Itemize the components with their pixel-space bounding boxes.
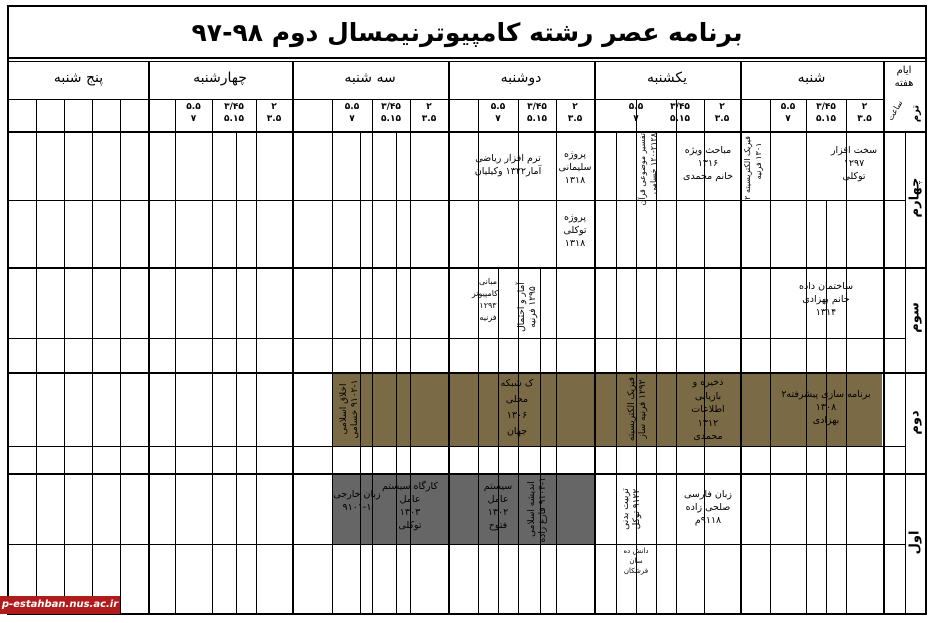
col-line (148, 61, 150, 615)
row-line (9, 473, 925, 475)
slot-header: ۲ ۳.۵ (266, 102, 282, 124)
slot-line (236, 131, 237, 615)
slot-line (656, 131, 657, 615)
course-cell: آمار و احتمال ۱۲۹۵ فرنیه (517, 282, 538, 332)
slot-line (410, 99, 411, 615)
course-cell: سیستم عامل ۱۳۰۲ فتوح (483, 481, 513, 531)
slot-line (92, 99, 93, 615)
days-label: ایام هفته (894, 65, 914, 89)
hours-label: ساعت (885, 98, 905, 123)
course-cell: برنامه سازی پیشرفته۲ ۱۳۰۸ بهزادی (781, 389, 871, 426)
course-cell: سخت افزار ۱۲۹۷ توکلی (830, 145, 878, 182)
course-cell: فیزیک الکتریسیته ۲ ۱۳۰۱ فرنیه (743, 136, 763, 200)
col-line (292, 61, 294, 615)
course-cell: ذخیره و بازیابی اطلاعات ۱۳۱۲ محمدی (691, 377, 725, 442)
course-cell: دانش ده سان فرشکان (623, 547, 649, 575)
course-cell: زبان خارجی ۹۱۰۱-۱ (333, 489, 381, 513)
slot-line (175, 99, 176, 615)
slot-line (212, 99, 213, 615)
term-label-3: سوم (907, 302, 923, 333)
col-line (883, 61, 885, 615)
row-line (9, 61, 925, 62)
slot-line (360, 131, 361, 615)
course-cell: تفسیر موضوعی قرآن ۱۲۰-۲۱۲۸ خسامی (638, 133, 658, 206)
term-column-header: ترم (910, 104, 922, 123)
course-cell: ترم افزار ریاضی آمار۱۳۲۲ وکیلیان (474, 153, 542, 177)
day-header-monday: دوشنبه (500, 70, 542, 86)
slot-header: ۵.۵ ۷ (490, 102, 506, 124)
col-line (905, 131, 906, 615)
course-cell: پروژه توکلی ۱۳۱۸ (563, 212, 587, 249)
day-header-thursday: پنج شنبه (53, 70, 104, 86)
row-line (9, 99, 883, 100)
course-cell: اندیشه اسلامی ۹۱۰۴-۱ فارغ زاده (527, 477, 548, 543)
course-cell: تربیت بدنی ۹۱۲۲ توکل (621, 488, 642, 530)
row-line (9, 267, 925, 269)
slot-line (540, 267, 541, 615)
slot-line (332, 99, 333, 615)
row-line (9, 131, 925, 133)
course-cell: فیزیک الکتریسیته ۱۲۹۲ فرنیه ساز (627, 377, 648, 442)
course-cell: پروژه سلیمانی ۱۳۱۸ (558, 149, 592, 186)
slot-line (120, 99, 121, 615)
slot-header: ۲ ۳.۵ (857, 102, 872, 124)
term-label-2: دوم (907, 410, 923, 435)
slot-line (770, 99, 771, 615)
course-cell: کارگاه سیستم عامل ۱۳۰۳ توکلی (382, 481, 438, 531)
day-header-wednesday: چهارشنبه (193, 70, 247, 86)
slot-header: ۳/۴۵ ۵.۱۵ (816, 102, 836, 124)
site-watermark: p-estahban.nus.ac.ir (0, 596, 120, 614)
day-header-saturday: شنبه (797, 70, 826, 86)
slot-line (616, 131, 617, 615)
slot-line (806, 99, 807, 615)
course-cell: زبان فارسی صلحی زاده ۹۱۱۸م (683, 489, 733, 526)
slot-header: ۵.۵ ۷ (186, 102, 201, 124)
slot-header: ۳/۴۵ ۵.۱۵ (224, 102, 244, 124)
term-label-1: اول (907, 530, 923, 555)
slot-line (498, 267, 499, 615)
slot-header: ۳/۴۵ ۵.۱۵ (381, 102, 401, 124)
course-cell: اخلاق اسلامی ۹۱۰۲-۱ خسامی (339, 379, 360, 439)
page-title: برنامه عصر رشته کامپیوترنیمسال دوم ۹۸-۹۷ (9, 7, 925, 59)
slot-line (36, 99, 37, 615)
col-line (448, 61, 450, 615)
slot-line (256, 99, 257, 615)
slot-header: ۵.۵ ۷ (628, 102, 644, 124)
day-header-sunday: یکشنبه (646, 70, 688, 86)
slot-line (396, 131, 397, 615)
term-label-4: چهارم (907, 177, 923, 218)
course-cell: ک شبکه محلی ۱۳۰۶ جهان (500, 378, 534, 437)
course-cell: مبانی کامپیوتر ۱۲۹۳ فرنیه (471, 277, 498, 322)
row-line (9, 372, 925, 374)
slot-header: ۵.۵ ۷ (780, 102, 796, 124)
slot-header: ۳/۴۵ ۵.۱۵ (527, 102, 547, 124)
slot-header: ۲ ۳.۵ (421, 102, 437, 124)
slot-header: ۲ ۳.۵ (714, 102, 730, 124)
slot-line (372, 99, 373, 615)
slot-line (64, 99, 65, 615)
slot-header: ۲ ۳.۵ (567, 102, 583, 124)
col-line (594, 61, 596, 615)
slot-header: ۳/۴۵ ۵.۱۵ (670, 102, 690, 124)
day-header-tuesday: سه شنبه (344, 70, 396, 86)
course-cell: ساختمان داده خانم بهزادی ۱۳۱۴ (798, 281, 854, 318)
course-cell: مباحث ویژه ۱۳۱۶ خانم محمدی (683, 145, 733, 182)
slot-header: ۵.۵ ۷ (344, 102, 360, 124)
